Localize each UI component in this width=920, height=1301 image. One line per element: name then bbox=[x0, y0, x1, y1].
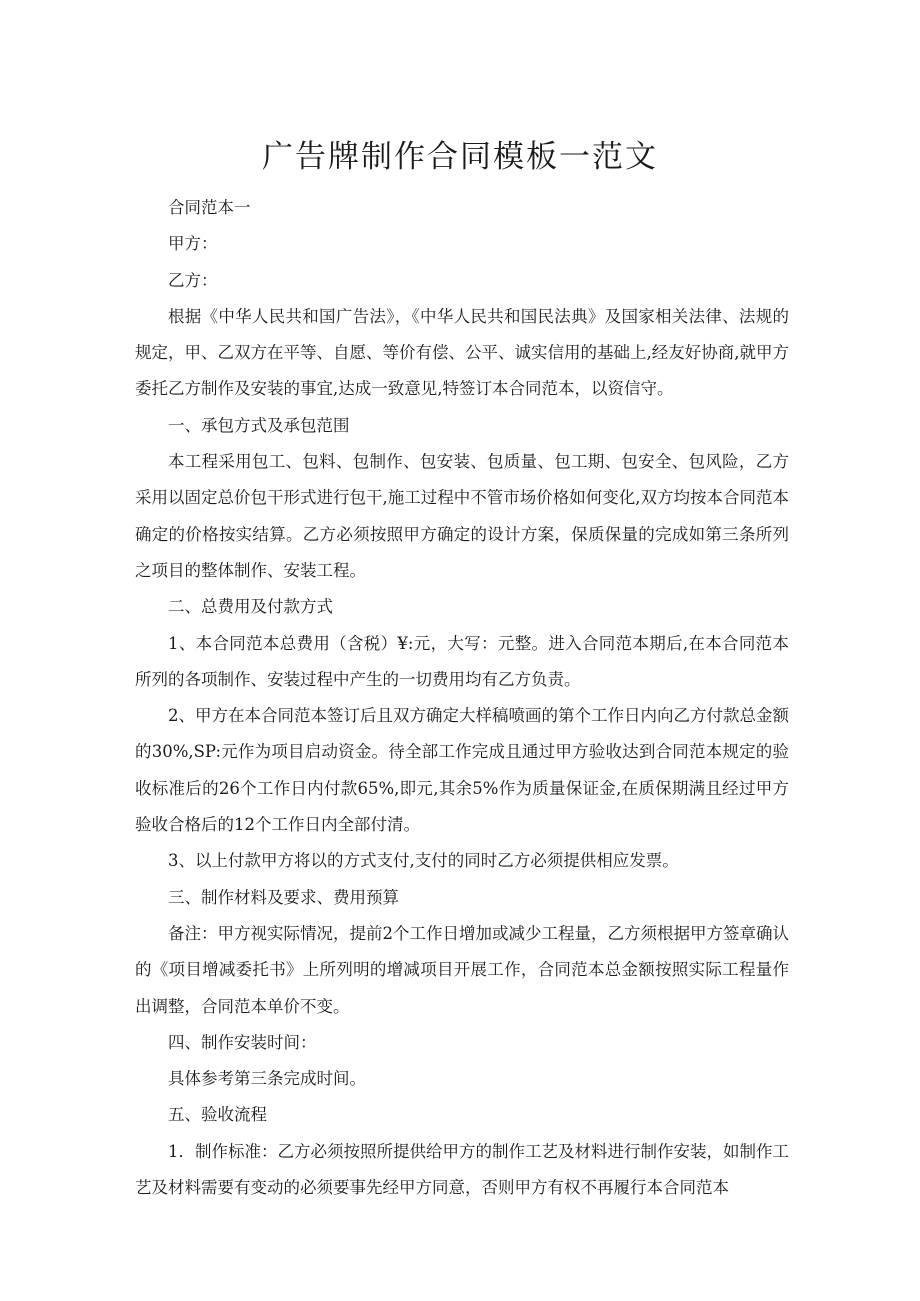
document-body bbox=[135, 190, 789, 1206]
section-heading-2: 二、总费用及付款方式 bbox=[168, 597, 333, 617]
paragraph-section-3-note: 备注：甲方视实际情况，提前2个工作日增加或减少工程量，乙方须根据甲方签章确认的《项目增减委托书》上所列明的增减项目开展工作，合同范本总金额按照实际工程量作出调整，合同范本单价不变。 bbox=[135, 923, 789, 1016]
section-heading-4: 四、制作安装时间： bbox=[168, 1032, 317, 1052]
paragraph-section-2-item-3: 3、以上付款甲方将以的方式支付,支付的同时乙方必须提供相应发票。 bbox=[168, 851, 679, 871]
document-title: 广告牌制作合同模板一范文 bbox=[262, 139, 658, 175]
section-heading-5: 五、验收流程 bbox=[168, 1105, 267, 1125]
section-heading-1: 一、承包方式及承包范围 bbox=[168, 415, 350, 435]
paragraph-section-5-item-1: 1．制作标准：乙方必须按照所提供给甲方的制作工艺及材料进行制作安装，如制作工艺及材料需要有变动的必须要事先经甲方同意，否则甲方有权不再履行本合同范本 bbox=[135, 1141, 789, 1198]
paragraph-party-a: 甲方： bbox=[168, 234, 218, 254]
paragraph-section-1: 本工程采用包工、包料、包制作、包安装、包质量、包工期、包安全、包风险，乙方采用以固定总价包干形式进行包干,施工过程中不管市场价格如何变化,双方均按本合同范本确定的价格按实结算。乙方必须按照甲方确定的设计方案，保质保量的完成如第三条所列之项目的整体制作、安装工程。 bbox=[135, 452, 789, 580]
paragraph-contract-label: 合同范本一 bbox=[168, 198, 251, 217]
paragraph-preamble: 根据《中华人民共和国广告法》，《中华人民共和国民法典》及国家相关法律、法规的规定，甲、乙双方在平等、自愿、等价有偿、公平、诚实信用的基础上,经友好协商,就甲方委托乙方制作及安装的事宜,达成一致意见,特签订本合同范本，以资信守。 bbox=[135, 306, 789, 399]
paragraph-section-2-item-1: 1、本合同范本总费用（含税）¥:元，大写：元整。进入合同范本期后,在本合同范本所列的各项制作、安装过程中产生的一切费用均有乙方负责。 bbox=[135, 633, 789, 689]
section-heading-3: 三、制作材料及要求、费用预算 bbox=[168, 887, 399, 907]
paragraph-party-b: 乙方： bbox=[168, 270, 218, 290]
paragraph-section-2-item-2: 2、甲方在本合同范本签订后且双方确定大样稿喷画的第个工作日内向乙方付款总金额的30%,SP:元作为项目启动资金。待全部工作完成且通过甲方验收达到合同范本规定的验收标准后的26个工作日内付款65%,即元,其余5%作为质量保证金,在质保期满且经过甲方验收合格后的12个工作日内全部付清。 bbox=[135, 706, 789, 835]
paragraph-section-4: 具体参考第三条完成时间。 bbox=[168, 1069, 366, 1089]
